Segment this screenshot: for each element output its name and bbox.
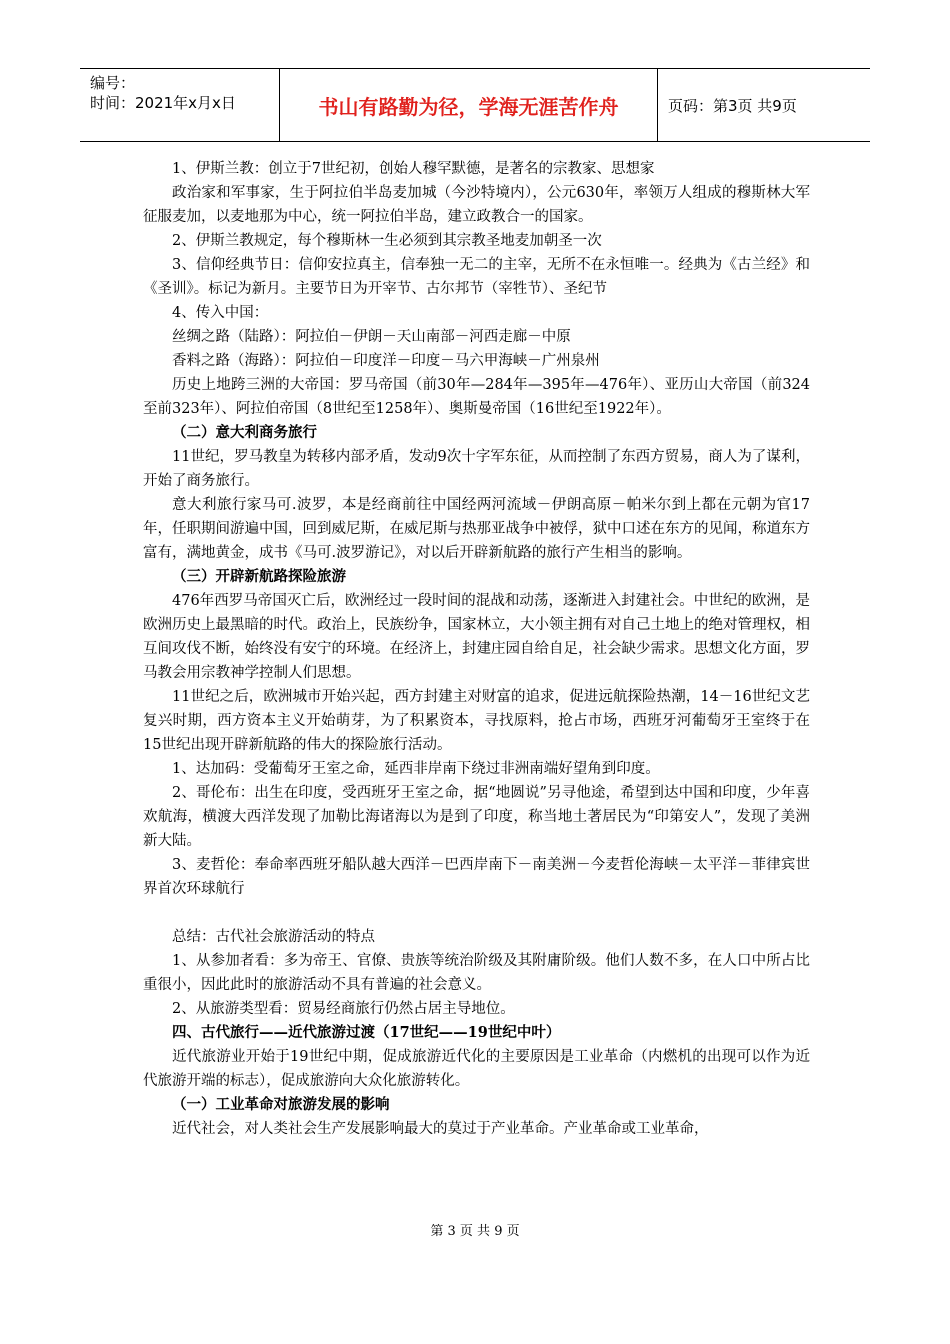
paragraph: 3、信仰经典节日：信仰安拉真主，信奉独一无二的主宰，无所不在永恒唯一。经典为《古兰经》和《圣训》。标记为新月。主要节日为开宰节、古尔邦节（宰牲节）、圣纪节	[143, 257, 810, 297]
section-heading: （一）工业革命对旅游发展的影响	[172, 1096, 390, 1113]
paragraph: 近代旅游业开始于19世纪中期，促成旅游近代化的主要原因是工业革命（内燃机的出现可以作为近代旅游开端的标志），促成旅游向大众化旅游转化。	[143, 1049, 810, 1089]
motto: 书山有路勤为径，学海无涯苦作舟	[280, 69, 658, 141]
paragraph: 政治家和军事家，生于阿拉伯半岛麦加城（今沙特境内），公元630年，率领万人组成的穆斯林大军征服麦加，以麦地那为中心，统一阿拉伯半岛，建立政教合一的国家。	[143, 185, 810, 225]
time-label: 时间：2021年x月x日	[90, 94, 236, 112]
page-number-label: 页码：第3页 共9页	[668, 96, 797, 115]
page-footer: 第 3 页 共 9 页	[430, 1224, 520, 1239]
paragraph: 4、传入中国：	[172, 305, 269, 321]
paragraph: 1、达加码：受葡萄牙王室之命，延西非岸南下绕过非洲南端好望角到印度。	[172, 761, 660, 777]
paragraph: 丝绸之路（陆路）：阿拉伯－伊朗－天山南部－河西走廊－中原	[172, 329, 571, 345]
chapter-heading: 四、古代旅行——近代旅游过渡（17世纪——19世纪中叶）	[172, 1024, 561, 1041]
paragraph: 11世纪之后，欧洲城市开始兴起，西方封建主对财富的追求，促进远航探险热潮，14－16世纪文艺复兴时期，西方资本主义开始萌芽，为了积累资本，寻找原料，抢占市场，西班牙河葡萄牙王室终于在15世纪出现开辟新航路的伟大的探险旅行活动。	[143, 689, 810, 753]
paragraph: 1、从参加者看：多为帝王、官僚、贵族等统治阶级及其附庸阶级。他们人数不多，在人口中所占比重很小，因此此时的旅游活动不具有普遍的社会意义。	[143, 953, 810, 993]
paragraph: 2、哥伦布：出生在印度，受西班牙王室之命，据“地圆说”另寻他途，希望到达中国和印度，少年喜欢航海，横渡大西洋发现了加勒比海诸海以为是到了印度，称当地土著居民为“印第安人”，发现了美洲新大陆。	[143, 785, 810, 849]
paragraph: 1、伊斯兰教：创立于7世纪初，创始人穆罕默德，是著名的宗教家、思想家	[172, 161, 655, 177]
section-heading: （二）意大利商务旅行	[172, 424, 317, 441]
section-heading: （三）开辟新航路探险旅游	[172, 568, 346, 585]
paragraph: 2、伊斯兰教规定，每个穆斯林一生必须到其宗教圣地麦加朝圣一次	[172, 233, 602, 249]
paragraph: 近代社会，对人类社会生产发展影响最大的莫过于产业革命。产业革命或工业革命，	[172, 1121, 709, 1137]
paragraph: 476年西罗马帝国灭亡后，欧洲经过一段时间的混战和动荡，逐渐进入封建社会。中世纪的欧洲，是欧洲历史上最黑暗的时代。政治上，民族纷争，国家林立，大小领主拥有对自己土地上的绝对管理权，相互间攻伐不断，始终没有安宁的环境。在经济上，封建庄园自给自足，社会缺少需求。思想文化方面，罗马教会用宗教神学控制人们思想。	[143, 593, 810, 681]
page-header	[80, 68, 870, 142]
paragraph: 香料之路（海路）：阿拉伯－印度洋－印度－马六甲海峡－广州泉州	[172, 353, 600, 369]
paragraph: 11世纪，罗马教皇为转移内部矛盾，发动9次十字军东征，从而控制了东西方贸易，商人为了谋利，开始了商务旅行。	[143, 449, 810, 489]
paragraph: 3、麦哲伦：奉命率西班牙船队越大西洋－巴西岸南下－南美洲－今麦哲伦海峡－太平洋－菲律宾世界首次环球航行	[143, 857, 810, 897]
number-label: 编号：	[90, 74, 136, 92]
header-left-cell	[80, 69, 280, 141]
paragraph: 意大利旅行家马可.波罗，本是经商前往中国经两河流域－伊朗高原－帕米尔到上都在元朝为官17年，任职期间游遍中国，回到威尼斯，在威尼斯与热那亚战争中被俘，狱中口述在东方的见闻，称道东方富有，满地黄金，成书《马可.波罗游记》，对以后开辟新航路的旅行产生相当的影响。	[143, 497, 810, 561]
paragraph: 历史上地跨三洲的大帝国：罗马帝国（前30年—284年—395年—476年）、亚历山大帝国（前324至前323年）、阿拉伯帝国（8世纪至1258年）、奥斯曼帝国（16世纪至1922年）。	[143, 377, 810, 417]
blank-line	[143, 901, 810, 925]
paragraph: 总结：古代社会旅游活动的特点	[172, 929, 375, 945]
paragraph: 2、从旅游类型看：贸易经商旅行仍然占居主导地位。	[172, 1001, 515, 1017]
body-text	[143, 157, 810, 1141]
